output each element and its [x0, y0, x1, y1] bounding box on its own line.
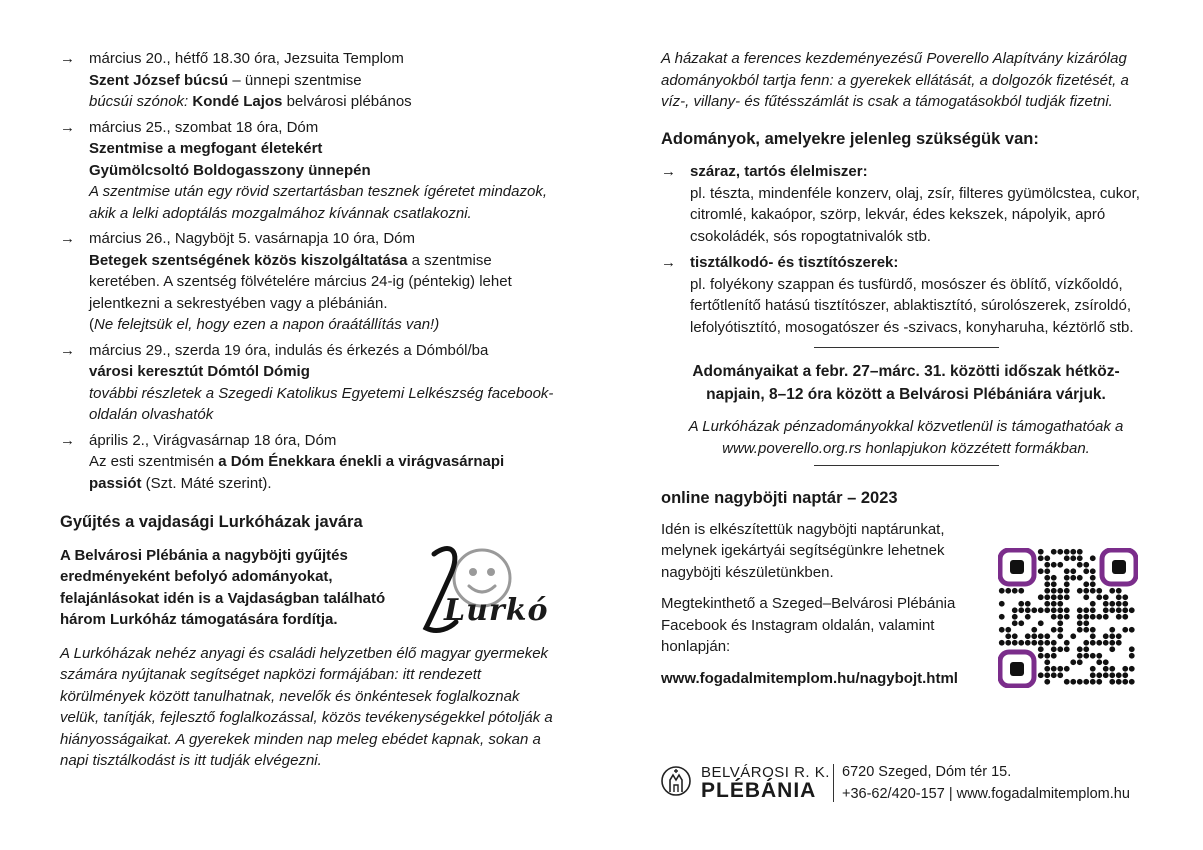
- collection-title: Gyűjtés a vajdasági Lurkóházak javára: [60, 513, 363, 531]
- calendar-url[interactable]: www.fogadalmitemplom.hu/nagybojt.html: [661, 669, 958, 687]
- need-detail: pl. folyékony szappan és tusfürdő, mosószer és öblítő, vízkőoldó, fertőtlenítő hatású tisztítószer, ablaktisztító, súrolószerek, zsíroldó, lefolyótisztító, mosogatószer és -szivacs, konyharuha, kéztörlő stb.: [690, 275, 1134, 336]
- event-text: a szentmise keretében. A szentség fölvételére március 24-ig (péntekig) lehet jelentkezni a sekrestyében vagy a plébánián.: [89, 251, 512, 312]
- arrow-right-icon: →: [60, 230, 75, 247]
- calendar-paragraph: Megtekinthető a Szeged–Belvárosi Plébánia Facebook és Instagram oldalán, valamint honlapján:: [661, 595, 956, 655]
- footer: [661, 760, 1151, 810]
- event-title-rest: – ünnepi szentmise: [228, 71, 362, 89]
- event-date: március 26., Nagyböjt 5. vasárnapja 10 óra, Dóm: [89, 230, 415, 247]
- arrow-right-icon: →: [661, 163, 676, 180]
- event-body: Az esti szentmisén a Dóm Énekkara énekli a virágvasárnapi passiót (Szt. Máté szerint).: [89, 453, 505, 492]
- collection-bold-paragraph: A Belvárosi Plébánia a nagyböjti gyűjtés eredményeként befolyó adományokat, felajánlásokat idén is a Vajdaságban található három Lurkóház támogatására fordítja.: [60, 546, 386, 628]
- event-item: [60, 228, 560, 336]
- need-label: száraz, tartós élelmiszer:: [690, 163, 868, 180]
- event-title-line: [89, 70, 560, 92]
- footer-divider: [833, 764, 834, 802]
- qr-code-icon: [998, 548, 1138, 688]
- footer-contact: +36-62/420-157 | www.fogadalmitemplom.hu: [842, 786, 1130, 802]
- collection-italic-paragraph: A Lurkóházak nehéz anyagi és családi helyzetben élő magyar gyermekek számára nyújtanak segítséget napközi formájában: itt rendezett körülmények között tanulhatnak, nevelők és önkéntesek foglalkoznak velük, tanítják, fejlesztő foglalkozással, közös tevékenységekkel pótolják a hiányosságaikat. A gyerekek minden nap meleg ebédet kapnak, sokan a napi tisztálkodást is itt tudják elvégezni.: [60, 644, 553, 769]
- event-title: Szent József búcsú: [89, 71, 229, 89]
- calendar-title: online nagyböjti naptár – 2023: [661, 489, 898, 507]
- parish-name-line1: BELVÁROSI R. K.: [701, 764, 830, 781]
- speaker-label: búcsúi szónok:: [89, 93, 193, 110]
- footer-address: 6720 Szeged, Dóm tér 15.: [842, 764, 1012, 780]
- arrow-right-icon: →: [60, 50, 75, 67]
- intro-paragraph: A házakat a ferences kezdeményezésű Poverello Alapítvány kizárólag adományokból tartja fenn: a gyerekek ellátását, a dolgozók fizetését, a víz-, villany- és fűtésszámlát is csak a támogatásokból tudják fizetni.: [661, 50, 1129, 110]
- parish-name-line2: PLÉBÁNIA: [701, 779, 817, 802]
- arrow-right-icon: →: [661, 254, 676, 271]
- arrow-right-icon: →: [60, 341, 75, 359]
- need-item: [661, 252, 1151, 338]
- dropoff-notice: Adományaikat a febr. 27–márc. 31. közötti időszak hétköz- napjain, 8–12 óra között a Belvárosi Plébániára várjuk.: [692, 363, 1120, 403]
- event-description: A szentmise után egy rövid szertartásban tesznek ígéretet mindazok, akik a lelki adoptálás mozgalmához kívánnak csatlakozni.: [89, 183, 548, 222]
- event-date: április 2., Virágvasárnap 18 óra, Dóm: [89, 431, 337, 449]
- money-notice: A Lurkóházak pénzadományokkal közvetlenül is támogathatóak a www.poverello.org.rs honlapjukon közzétett formákban.: [688, 418, 1124, 457]
- event-title: a Dóm Énekkara énekli a virágvasárnapi passiót: [89, 453, 505, 492]
- event-body: [89, 250, 560, 315]
- calendar-paragraph: Idén is elkészítettük nagyböjti naptárunkat, melynek igekártyái segítségünkre lehetnek nagyböjti készületünkben.: [661, 520, 945, 581]
- event-note-text: Ne felejtsük el, hogy ezen a napon óraátállítás van!): [94, 316, 440, 333]
- event-title: Szentmise a megfogant életekért: [89, 140, 323, 157]
- need-detail: pl. tészta, mindenféle konzerv, olaj, zsír, filteres gyümölcstea, cukor, citromlé, kakaópor, szörp, lekvár, édes kekszek, nápolyik, apró csokoládék, sós ropogtatnivalók stb.: [690, 184, 1140, 245]
- lurko-logo-text: Lurkó: [444, 593, 549, 628]
- divider: [814, 465, 999, 466]
- event-title: városi keresztút Dómtól Dómig: [89, 363, 310, 380]
- left-column: [60, 48, 560, 772]
- event-note: (Ne felejtsük el, hogy ezen a napon óraátállítás van!): [89, 316, 440, 333]
- event-item: [60, 430, 560, 495]
- divider: [814, 347, 999, 348]
- need-label: tisztálkodó- és tisztítószerek:: [690, 254, 899, 271]
- event-date: március 25., szombat 18 óra, Dóm: [89, 118, 319, 136]
- speaker-role: belvárosi plébános: [282, 93, 412, 110]
- event-item: [60, 117, 560, 225]
- event-item: [60, 340, 560, 426]
- event-item: [60, 48, 560, 113]
- lurko-logo: [410, 536, 549, 646]
- event-date: március 29., szerda 19 óra, indulás és érkezés a Dómból/ba: [89, 341, 489, 359]
- event-description: további részletek a Szegedi Katolikus Egyetemi Lelkészség facebook-oldalán olvashatók: [89, 384, 554, 423]
- need-item: [661, 161, 1151, 247]
- event-title: Betegek szentségének közös kiszolgáltatása: [89, 251, 408, 269]
- church-icon: [661, 764, 691, 798]
- event-subtitle: Gyümölcsoltó Boldogasszony ünnepén: [89, 161, 371, 179]
- event-date: március 20., hétfő 18.30 óra, Jezsuita Templom: [89, 50, 404, 67]
- speaker-name: Kondé Lajos: [192, 93, 283, 110]
- smiley-icon: [410, 536, 530, 646]
- event-speaker: [89, 91, 560, 113]
- needs-title: Adományok, amelyekre jelenleg szükségük van:: [661, 129, 1039, 148]
- arrow-right-icon: →: [60, 118, 75, 136]
- arrow-right-icon: →: [60, 431, 75, 449]
